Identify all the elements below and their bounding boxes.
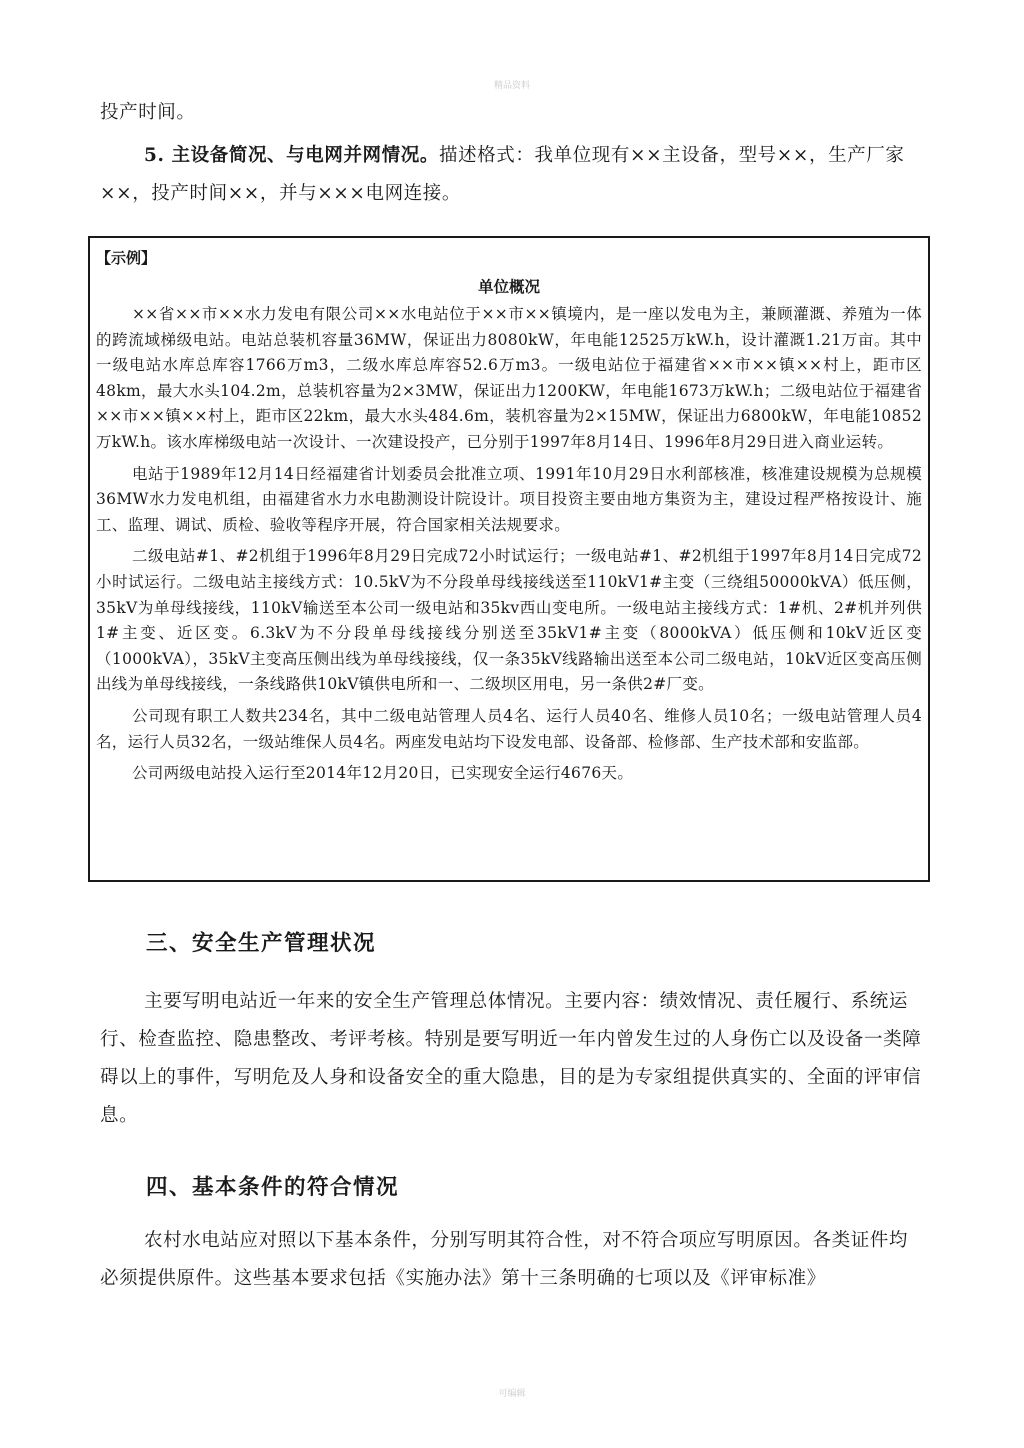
section3-text: 主要写明电站近一年来的安全生产管理总体情况。主要内容：绩效情况、责任履行、系统运行、检查监控、隐患整改、考评考核。特别是要写明近一年内曾发生过的人身伤亡以及设备一类障碍以上的事件，写明危及人身和设备安全的重大隐患，目的是为专家组提供真实的、全面的评审信息。	[100, 991, 922, 1126]
watermark-top: 精品资料	[493, 81, 530, 91]
example-tag: 【示例】	[96, 249, 157, 267]
example-title: 单位概况	[477, 277, 540, 296]
example-paragraph-3: 二级电站#1、#2机组于1996年8月29日完成72小时试运行；一级电站#1、#2机组于1997年8月14日完成72小时试运行。二级电站主接线方式：10.5kV为不分段单母线接线送至110kV1#主变（三绕组50000kVA）低压侧，35kV为单母线接线，110kV输送至本公司一级电站和35kv西山变电所。一级电站主接线方式：1#机、2#机并列供1#主变、近区变。6.3kV为不分段单母线接线分别送至35kV1#主变（8000kVA）低压侧和10kV近区变（1000kVA），35kV主变高压侧出线为单母线接线，仅一条35kV线路输出送至本公司二级电站，10kV近区变高压侧出线为单母线接线，一条线路供10kV镇供电所和一、二级坝区用电，另一条供2#厂变。	[96, 547, 922, 694]
intro-tail-text: 投产时间。	[100, 102, 196, 123]
item5-heading: 5. 主设备简况、与电网并网情况。	[144, 145, 439, 166]
example-paragraph-5: 公司两级电站投入运行至2014年12月20日，已实现安全运行4676天。	[132, 764, 634, 783]
section4-heading: 四、基本条件的符合情况	[146, 1175, 400, 1200]
section3-heading: 三、安全生产管理状况	[146, 931, 377, 956]
example-paragraph-1: ××省××市××水力发电有限公司××水电站位于××市××镇境内，是一座以发电为主，兼顾灌溉、养殖为一体的跨流域梯级电站。电站总装机容量36MW，保证出力8080kW，年电能12525万kW.h，设计灌溉1.21万亩。其中一级电站水库总库容1766万m3，二级水库总库容52.6万m3。一级电站位于福建省××市××镇××村上，距市区48km，最大水头104.2m，总装机容量为2×3MW，保证出力1200KW，年电能1673万kW.h；二级电站位于福建省××市××镇××村上，距市区22km，最大水头484.6m，装机容量为2×15MW，保证出力6800kW，年电能10852万kW.h。该水库梯级电站一次设计、一次建设投产，已分别于1997年8月14日、1996年8月29日进入商业运转。	[96, 305, 922, 451]
section4-text: 农村水电站应对照以下基本条件，分别写明其符合性，对不符合项应写明原因。各类证件均必须提供原件。这些基本要求包括《实施办法》第十三条明确的七项以及《评审标准》	[100, 1230, 909, 1289]
item5-text: 描述格式：我单位现有××主设备，型号××，生产厂家××，投产时间××，并与×××电网连接。	[100, 145, 905, 204]
example-paragraph-2: 电站于1989年12月14日经福建省计划委员会批准立项、1991年10月29日水利部核准，核准建设规模为总规模36MW水力发电机组，由福建省水力水电勘测设计院设计。项目投资主要由地方集资为主，建设过程严格按设计、施工、监理、调试、质检、验收等程序开展，符合国家相关法规要求。	[96, 464, 922, 534]
example-box	[88, 236, 930, 882]
example-paragraph-4: 公司现有职工人数共234名，其中二级电站管理人员4名、运行人员40名、维修人员10名；一级电站管理人员4名，运行人员32名，一级站维保人员4名。两座发电站均下设发电部、设备部、检修部、生产技术部和安监部。	[96, 706, 922, 751]
watermark-bottom: 可编辑	[498, 1389, 526, 1399]
item5-paragraph	[100, 137, 926, 213]
